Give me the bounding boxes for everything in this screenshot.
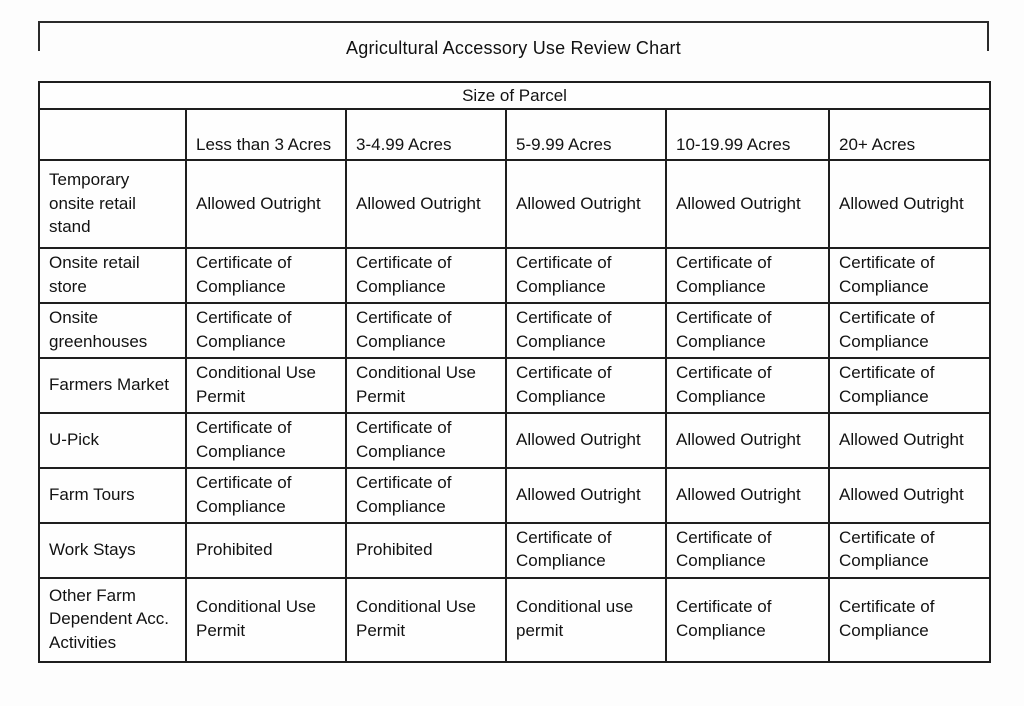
table-row (39, 160, 990, 248)
cell: Certificate of Compliance (346, 413, 506, 468)
cell: Certificate of Compliance (506, 523, 666, 578)
table-row (39, 523, 990, 578)
cell: Certificate of Compliance (186, 248, 346, 303)
cell: Certificate of Compliance (829, 578, 990, 662)
row-label: Temporary onsite retail stand (39, 160, 186, 248)
cell: Certificate of Compliance (506, 358, 666, 413)
cell: Allowed Outright (666, 413, 829, 468)
cell: Certificate of Compliance (829, 248, 990, 303)
cell: Certificate of Compliance (666, 358, 829, 413)
cell: Allowed Outright (506, 413, 666, 468)
cell: Certificate of Compliance (346, 248, 506, 303)
cell: Certificate of Compliance (666, 248, 829, 303)
cell: Conditional Use Permit (186, 358, 346, 413)
row-label: U-Pick (39, 413, 186, 468)
cell: Certificate of Compliance (346, 303, 506, 358)
cell: Certificate of Compliance (186, 413, 346, 468)
cell: Allowed Outright (186, 160, 346, 248)
cell: Conditional Use Permit (346, 578, 506, 662)
table-row (39, 413, 990, 468)
cell: Conditional use permit (506, 578, 666, 662)
table-row (39, 358, 990, 413)
column-header-5-9-99: 5-9.99 Acres (506, 109, 666, 160)
table-row (39, 468, 990, 523)
cell: Prohibited (346, 523, 506, 578)
cell: Prohibited (186, 523, 346, 578)
cell: Allowed Outright (829, 413, 990, 468)
cell: Certificate of Compliance (666, 578, 829, 662)
cell: Allowed Outright (666, 160, 829, 248)
cell: Certificate of Compliance (186, 303, 346, 358)
cell: Certificate of Compliance (346, 468, 506, 523)
cell: Certificate of Compliance (506, 248, 666, 303)
cell: Certificate of Compliance (829, 523, 990, 578)
cell: Conditional Use Permit (346, 358, 506, 413)
row-label: Farmers Market (39, 358, 186, 413)
table-caption: Size of Parcel (39, 82, 990, 109)
cell: Allowed Outright (506, 468, 666, 523)
cell: Allowed Outright (829, 468, 990, 523)
table-row (39, 248, 990, 303)
row-label: Other Farm Dependent Acc. Activities (39, 578, 186, 662)
cell: Certificate of Compliance (186, 468, 346, 523)
cell: Certificate of Compliance (666, 523, 829, 578)
cell: Certificate of Compliance (829, 303, 990, 358)
column-header-row (39, 109, 990, 160)
column-header-blank (39, 109, 186, 160)
table-caption-row (39, 82, 990, 109)
cell: Allowed Outright (829, 160, 990, 248)
cell: Certificate of Compliance (829, 358, 990, 413)
column-header-3-4-99: 3-4.99 Acres (346, 109, 506, 160)
cell: Certificate of Compliance (666, 303, 829, 358)
table-row (39, 578, 990, 662)
review-table (38, 81, 991, 663)
row-label: Onsite retail store (39, 248, 186, 303)
cell: Conditional Use Permit (186, 578, 346, 662)
column-header-20-plus: 20+ Acres (829, 109, 990, 160)
cell: Allowed Outright (666, 468, 829, 523)
row-label: Work Stays (39, 523, 186, 578)
cell: Certificate of Compliance (506, 303, 666, 358)
cell: Allowed Outright (346, 160, 506, 248)
cell: Allowed Outright (506, 160, 666, 248)
column-header-less-than-3: Less than 3 Acres (186, 109, 346, 160)
row-label: Onsite greenhouses (39, 303, 186, 358)
document-title: Agricultural Accessory Use Review Chart (346, 38, 681, 58)
column-header-10-19-99: 10-19.99 Acres (666, 109, 829, 160)
row-label: Farm Tours (39, 468, 186, 523)
table-row (39, 303, 990, 358)
